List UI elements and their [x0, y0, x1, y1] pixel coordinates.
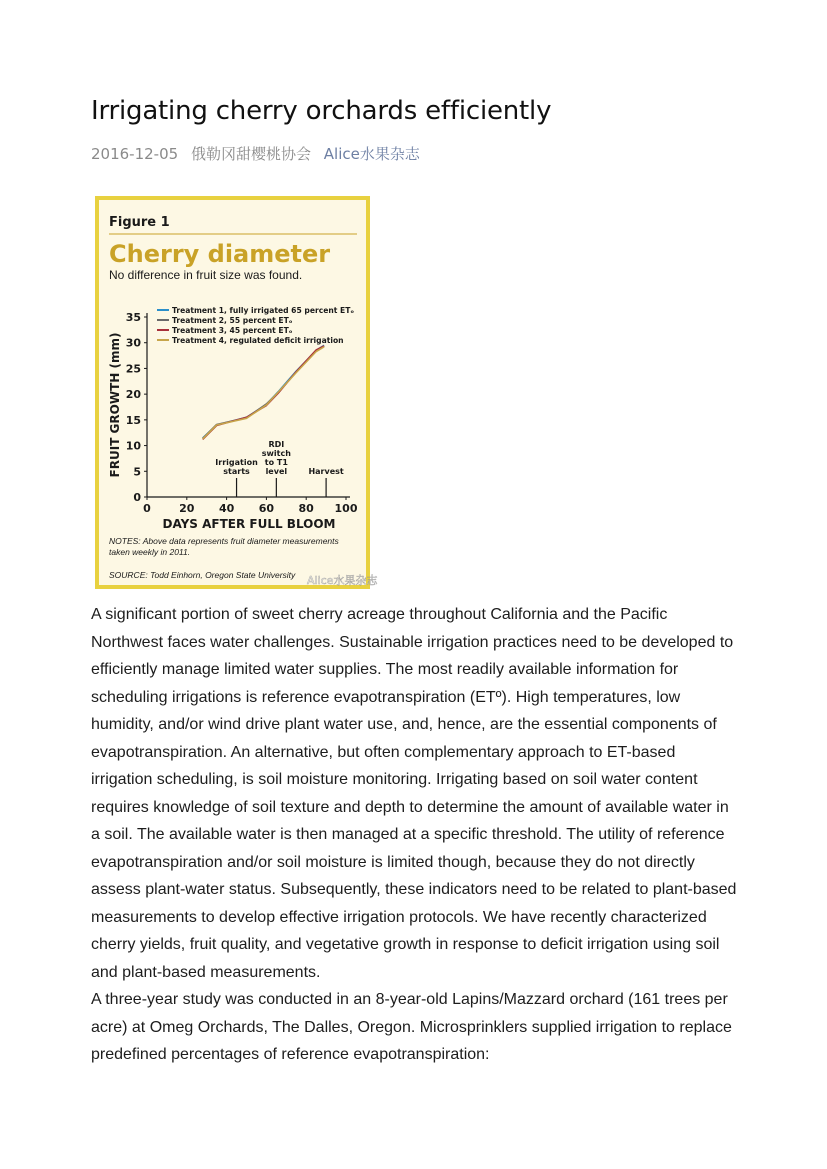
annotation-text: Irrigation — [215, 458, 258, 467]
figure-subheading: No difference in fruit size was found. — [109, 268, 303, 282]
legend-entry-4: Treatment 4, regulated deficit irrigation — [172, 336, 344, 345]
x-tick-label: 40 — [218, 502, 235, 515]
x-tick-label: 100 — [334, 502, 358, 515]
figure-heading: Cherry diameter — [109, 240, 331, 268]
series-line-3 — [203, 346, 324, 440]
y-tick-label: 35 — [125, 311, 141, 324]
watermark: Alice水果杂志 — [307, 574, 378, 587]
y-axis-label: FRUIT GROWTH (mm) — [108, 332, 122, 478]
body-paragraph-2: A three-year study was conducted in an 8-year-old Lapins/Mazzard orchard (161 trees per acre) at Omeg Orchards, The Dalles, Oregon. Microsprinklers supplied irrigation to replace predefined percentages of reference evapotranspiration: — [91, 991, 732, 1063]
annotation-text: to T1 — [264, 458, 288, 467]
x-axis-label: DAYS AFTER FULL BLOOM — [162, 517, 336, 531]
article-title: Irrigating cherry orchards efficiently — [91, 96, 552, 126]
y-tick-label: 20 — [125, 388, 141, 402]
legend-entry-3: Treatment 3, 45 percent ETₒ — [172, 326, 293, 335]
annotation-text: starts — [223, 467, 250, 476]
x-tick-label: 0 — [143, 502, 151, 515]
figure-cherry-diameter — [95, 196, 378, 589]
y-tick-label: 10 — [125, 439, 141, 453]
annotation-text: level — [265, 467, 288, 476]
y-tick-label: 0 — [133, 491, 141, 504]
y-tick-label: 25 — [125, 362, 141, 376]
article-publisher[interactable]: Alice水果杂志 — [323, 145, 420, 163]
chart-series — [203, 345, 324, 439]
y-tick-label: 30 — [125, 336, 141, 350]
x-tick-label: 80 — [298, 502, 314, 515]
y-tick-label: 15 — [125, 413, 141, 427]
x-tick-label: 20 — [179, 502, 195, 515]
chart-legend — [157, 306, 354, 345]
legend-entry-1: Treatment 1, fully irrigated 65 percent ETₒ — [172, 306, 355, 315]
figure-notes: NOTES: Above data represents fruit diameter measurements taken weekly in 2011. — [109, 536, 339, 557]
annotation-text: RDI — [268, 440, 285, 449]
body-paragraph-1: A significant portion of sweet cherry acreage throughout California and the Pacific Northwest faces water challenges. Sustainable irrigation practices need to be developed to efficiently manage limited water supplies. The most readily available information for scheduling irrigations is reference evapotranspiration (ETº). High temperatures, low humidity, and/or wind drive plant water use, and, hence, are the essential components of evapotranspiration. An alternative, but often complementary approach to ET-based irrigation scheduling, is soil moisture monitoring. Irrigating based on soil water content requires knowledge of soil texture and depth to determine the amount of available water in a soil. The available water is then managed at a specific threshold. The utility of reference evapotranspiration and/or soil moisture is limited though, because they do not directly assess plant-water status. Subsequently, these indicators need to be related to plant-based measurements to develop effective irrigation protocols. We have recently characterized cherry yields, fruit quality, and vegetative growth in response to deficit irrigation using soil and plant-based measurements. — [91, 606, 737, 981]
article-source: 俄勒冈甜樱桃协会 — [190, 145, 311, 163]
figure-label: Figure 1 — [109, 215, 170, 230]
article-meta — [91, 143, 428, 164]
chart-annotations — [215, 440, 344, 497]
annotation-text: switch — [261, 449, 291, 458]
annotation-text: Harvest — [308, 467, 344, 476]
y-tick-label: 5 — [133, 465, 141, 479]
legend-entry-2: Treatment 2, 55 percent ETₒ — [172, 316, 293, 325]
x-tick-label: 60 — [258, 502, 275, 515]
article-body — [91, 601, 741, 1069]
article-date: 2016-12-05 — [91, 145, 179, 163]
figure-source: SOURCE: Todd Einhorn, Oregon State University — [109, 570, 296, 580]
